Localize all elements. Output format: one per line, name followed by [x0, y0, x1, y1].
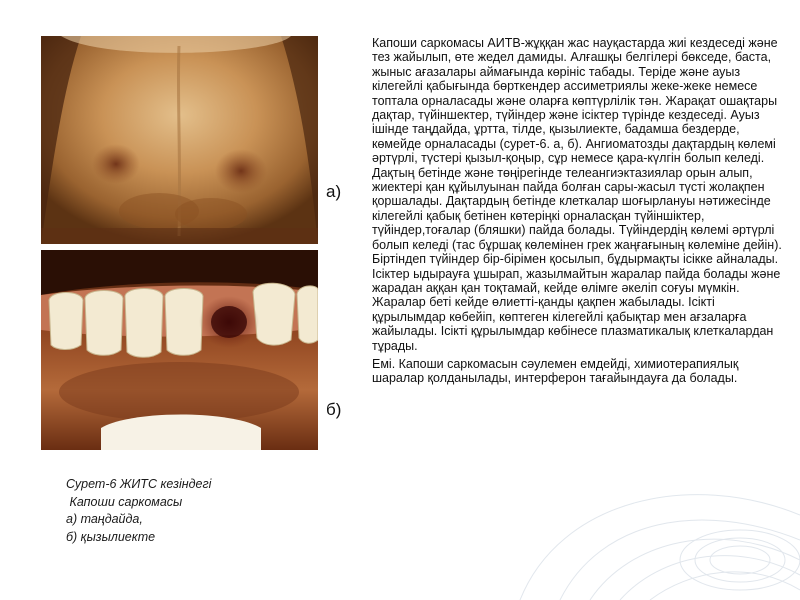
figure-caption — [66, 476, 306, 546]
caption-line-2: Капоши саркомасы — [66, 494, 183, 509]
gingiva-photo — [41, 250, 318, 450]
caption-line-4: б) қызылиекте — [66, 529, 156, 544]
paragraph-text: Емі. Капоши саркомасын сәулемен емдейді, химиотерапиялық шаралар қолданылады, интерферон тағайындауға да болады. — [372, 356, 739, 386]
caption-line-3: а) таңдайда, — [66, 512, 143, 526]
body-text — [352, 36, 782, 390]
palate-photo — [41, 36, 318, 244]
square-bullet-icon — [352, 358, 362, 368]
body-paragraph — [352, 357, 782, 386]
body-paragraph — [352, 36, 782, 353]
paragraph-text: Капоши саркомасы АИТВ-жұққан жас науқастарда жиі кездеседі және тез жайылып, өте жедел дамиды. Алғашқы белгілері бөкседе, баста, жыныс ағазалары аймағында көрініс табады. Теріде және ауыз кілегейлі қабығында бөрткендер ассиметриялы жеке-жеке немесе топтала орналасады және оларға көптүрлілік тән. Жарақат ошақтары дақтар, түйіншектер, түйіндер және ісіктер түрінде кездеседі. Ауыз ішінде таңдайда, ұртта, тілде, қызылиекте, бадамша бездерде, көмейде орналасады (сурет-6. а, б). Ангиоматозды дақтардың көлемі әртүрлі, түстері қызыл-қоңыр, сұр немесе қара-күлгін болып келеді. Дақтың бетінде және төңірегінде телеангиэктазиялар орын алып, жиектері қан құйылуынан пайда болған сары-жасыл түсті жолақпен қоршалады. Дақтардың бетінде клеткалар шоғырлануы нәтижесінде кілегейлі қабық бетінен көтеріңкі орналасқан түйіншіктер, түйіндер,тоғалар (бляшки) пайда болады. Түйіндердің көлемі әртүрлі болып келеді (тас бұршақ көлемінен грек жаңғағының көлеміне дейін). Біртіндеп түйіндер бір-бірімен қосылып, бұдырмақты ісікке айналады. Ісіктер ыдырауға ұшырап, жазылмайтын жаралар пайда болады және жарадан аққан қан тоқтамай, кейде өлімге әкеліп соғуы мүмкін. Жаралар беті кейде өлиетті-қанды қақпен жабылады. Ісікті құрылымдар көбейіп, көптеген кілегейлі қабықтар мен ағзаларға жайылады. Ісікті құрылымдар көбінесе плазматикалық клеткалардан тұрады. — [372, 36, 782, 353]
photo-label-b: б) — [326, 400, 342, 419]
photo-label-a: а) — [326, 182, 342, 201]
caption-line-1: Сурет-6 ЖИТС кезіндегі — [66, 477, 212, 491]
square-bullet-icon — [352, 37, 362, 47]
